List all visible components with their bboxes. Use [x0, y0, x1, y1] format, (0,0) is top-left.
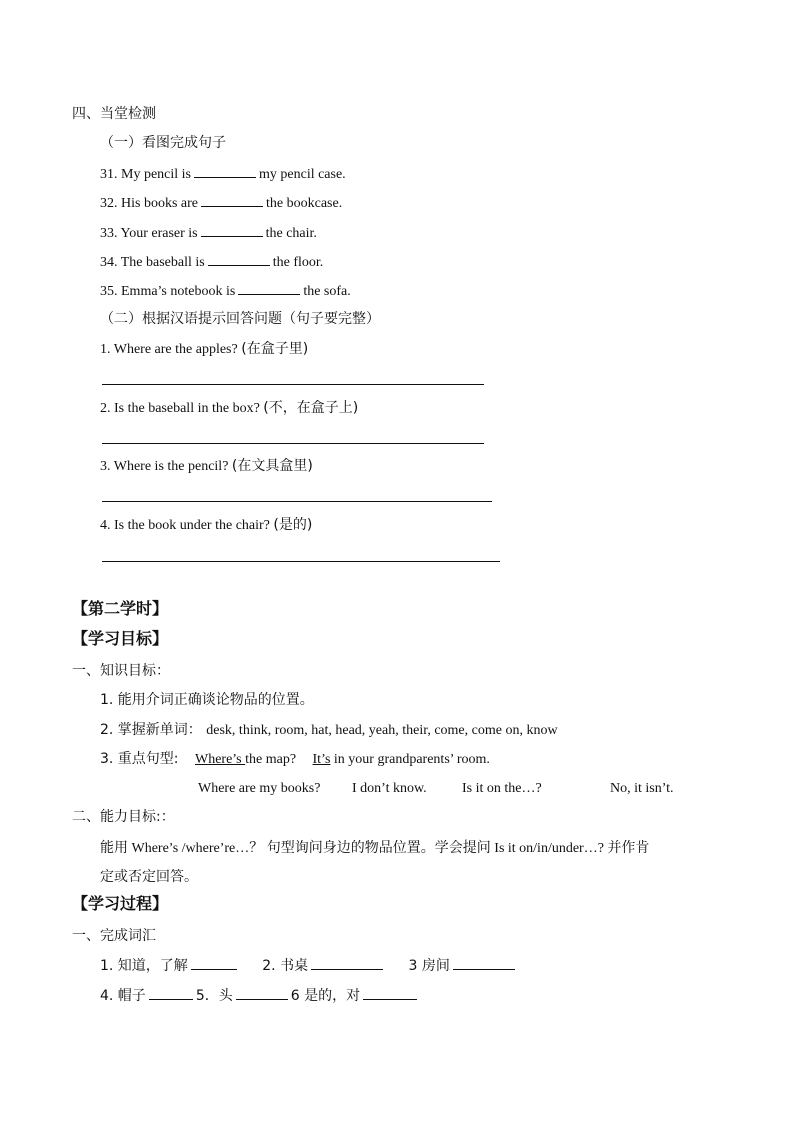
pattern-line-2a: Where are my books?: [198, 781, 321, 796]
fill-item-pre: 35. Emma’s notebook is: [100, 284, 236, 299]
fill-item-33: [100, 222, 317, 244]
ability-text: Is it on/in/under…?: [490, 841, 608, 856]
vocab-title: 一、完成词汇: [72, 928, 156, 944]
vocab-item: 2. 书桌: [262, 958, 309, 974]
answer-blank[interactable]: [201, 192, 263, 207]
answer-line-1[interactable]: [102, 384, 484, 385]
fill-item-pre: 32. His books are: [100, 196, 198, 211]
vocab-blank[interactable]: [149, 985, 193, 1000]
fill-item-pre: 34. The baseball is: [100, 255, 205, 270]
ability-text: Where’s /where’re…？: [128, 841, 267, 856]
vocab-row-1: [100, 955, 518, 976]
vocab-row-2: [100, 985, 420, 1006]
pattern-text: in your grandparents’ room.: [330, 752, 490, 767]
knowledge-item-3: [100, 749, 490, 770]
vocab-blank[interactable]: [453, 955, 515, 970]
underlined-word: Where’s: [194, 752, 246, 767]
pattern-its: [313, 752, 490, 767]
fill-item-34: [100, 251, 323, 273]
answer-blank[interactable]: [238, 280, 300, 295]
fill-item-pre: 33. Your eraser is: [100, 226, 198, 241]
ability-text: 能用: [100, 840, 128, 856]
question-1: [100, 339, 308, 360]
fill-item-post: the floor.: [272, 255, 324, 270]
fill-item-post: the chair.: [265, 226, 317, 241]
new-words: desk, think, room, hat, head, yeah, their, come, come on, know: [206, 723, 558, 738]
answer-blank[interactable]: [208, 251, 270, 266]
fill-item-32: [100, 192, 342, 214]
vocab-item: 6 是的，对: [290, 988, 361, 1004]
answer-line-3[interactable]: [102, 501, 492, 502]
vocab-item: 4. 帽子: [100, 988, 146, 1004]
knowledge-goal-title: 一、知识目标：: [72, 663, 170, 679]
ability-goal-title: 二、能力目标:：: [72, 809, 175, 825]
part1-title: （一）看图完成句子: [100, 135, 226, 151]
question-text: 1. Where are the apples?: [100, 342, 238, 357]
question-2: [100, 398, 358, 419]
vocab-blank[interactable]: [311, 955, 383, 970]
ability-text: 并作肯: [607, 840, 650, 856]
fill-item-post: the bookcase.: [266, 196, 343, 211]
pattern-where: [195, 752, 296, 767]
ability-goal-text: [100, 838, 649, 859]
knowledge-item-2: [100, 720, 558, 741]
question-hint: (在盒子里): [241, 341, 309, 357]
pattern-line-2c: Is it on the…?: [462, 781, 542, 796]
fill-item-post: my pencil case.: [259, 167, 346, 182]
question-text: 3. Where is the pencil?: [100, 459, 229, 474]
vocab-item: 3 房间: [408, 958, 450, 974]
fill-item-pre: 31. My pencil is: [100, 167, 191, 182]
question-4: [100, 515, 312, 536]
part2-title: （二）根据汉语提示回答问题（句子要完整）: [100, 311, 380, 327]
question-text: 4. Is the book under the chair?: [100, 518, 270, 533]
process-heading: 【学习过程】: [72, 894, 169, 913]
question-3: [100, 456, 313, 477]
question-hint: (在文具盒里): [231, 458, 313, 474]
section-heading-test: 四、当堂检测: [72, 106, 156, 122]
answer-blank[interactable]: [194, 163, 256, 178]
goals-heading: 【学习目标】: [72, 629, 169, 648]
knowledge-item-1: 1. 能用介词正确谈论物品的位置。: [100, 692, 314, 708]
vocab-blank[interactable]: [191, 955, 237, 970]
ability-goal-text-cont: 定或否定回答。: [100, 869, 198, 885]
pattern-text: the map?: [245, 752, 297, 767]
answer-line-4[interactable]: [102, 561, 500, 562]
underlined-word: It’s: [312, 752, 331, 767]
fill-item-post: the sofa.: [303, 284, 351, 299]
pattern-line-2b: I don’t know.: [352, 781, 427, 796]
vocab-blank[interactable]: [363, 985, 417, 1000]
question-hint: (不，在盒子上): [263, 400, 359, 416]
lesson-heading: 【第二学时】: [72, 599, 169, 618]
vocab-item: 1. 知道，了解: [100, 958, 188, 974]
item-label: 2. 掌握新单词：: [100, 722, 202, 738]
pattern-line-2d: No, it isn’t.: [610, 781, 674, 796]
vocab-blank[interactable]: [236, 985, 288, 1000]
fill-item-35: [100, 280, 351, 302]
answer-blank[interactable]: [201, 222, 263, 237]
ability-text: 句型询问身边的物品位置。学会提问: [266, 840, 491, 856]
item-label: 3. 重点句型:: [100, 751, 179, 767]
answer-line-2[interactable]: [102, 443, 484, 444]
vocab-item: 5．头: [195, 988, 233, 1004]
question-text: 2. Is the baseball in the box?: [100, 401, 260, 416]
fill-item-31: [100, 163, 346, 185]
question-hint: (是的): [273, 517, 313, 533]
